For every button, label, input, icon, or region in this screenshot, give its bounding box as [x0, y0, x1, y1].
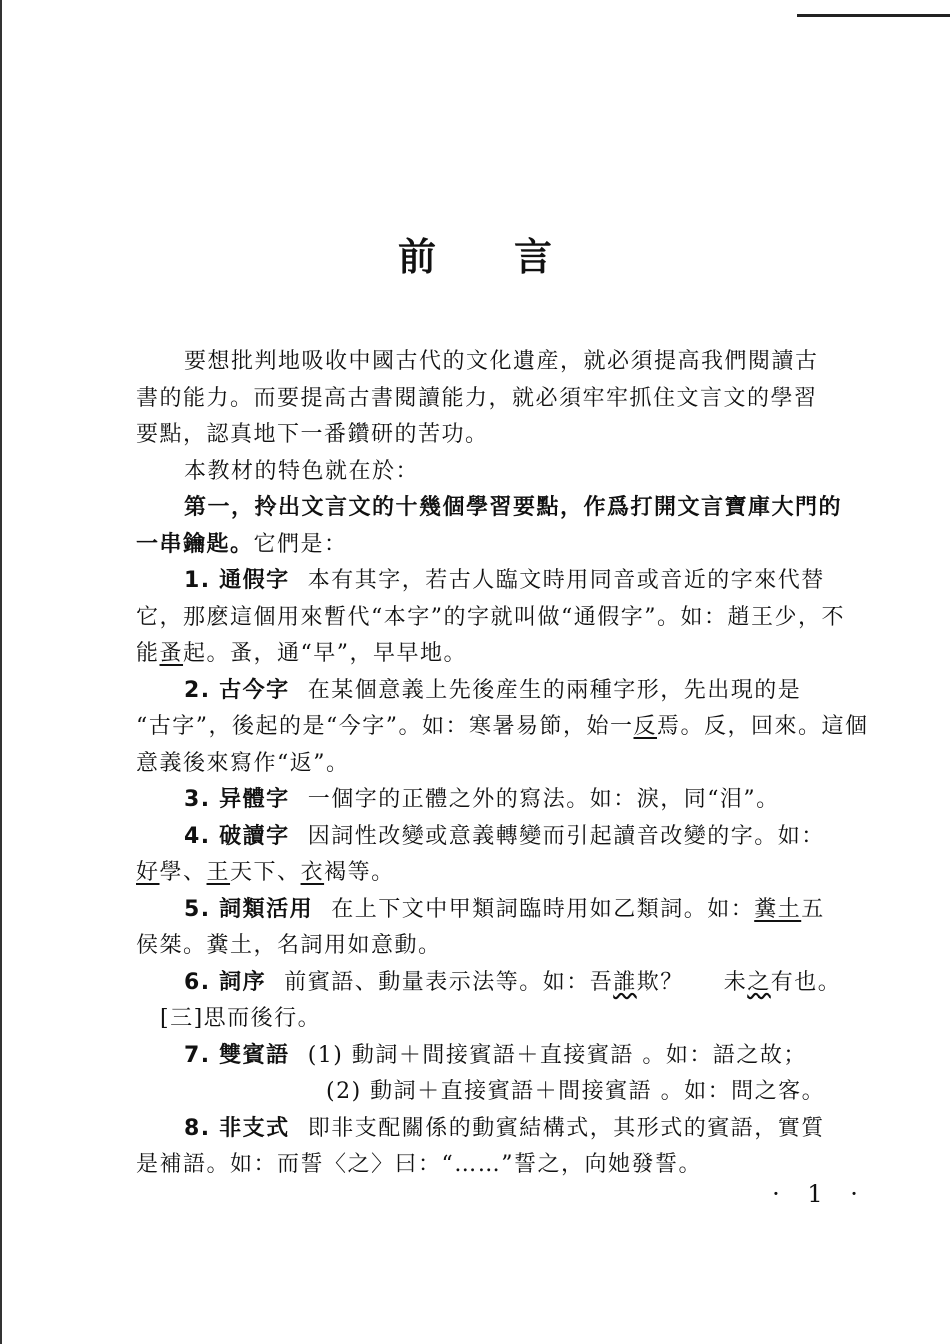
item-term: 古今字	[219, 677, 290, 703]
marked-word: 王	[206, 860, 231, 885]
item-term: 詞序	[219, 969, 267, 995]
item-text: 前賓語、動量表示法等。如：吾	[284, 969, 614, 995]
text-span: 五	[801, 896, 825, 922]
item-term: 破讀字	[219, 823, 290, 849]
item-number: 7.	[184, 1042, 211, 1068]
text-line: 書的能力。而要提高古書閱讀能力，就必須牢牢抓住文言文的學習	[136, 385, 818, 411]
text-line	[136, 855, 881, 892]
list-item	[136, 782, 881, 819]
text-span: 學、	[159, 860, 207, 885]
header-rule	[797, 14, 950, 17]
marked-word: 之	[747, 969, 771, 995]
text-span: 天下、	[230, 860, 301, 885]
item-text: 在某個意義上先後産生的兩種字形，先出現的是	[307, 677, 802, 703]
text-span: 能	[136, 641, 160, 666]
item-text: 本有其字，若古人臨文時用同音或音近的字來代替	[307, 568, 825, 593]
text-line: 它，那麽這個用來暫代“本字”的字就叫做“通假字”。如：趙王少，不	[136, 604, 845, 630]
list-item	[136, 1111, 881, 1148]
page-title: 前言	[397, 234, 630, 279]
marked-word: 好	[136, 860, 160, 885]
marked-word: 反	[633, 714, 658, 739]
item-number: 8.	[184, 1115, 211, 1141]
marked-word: 蚤	[159, 641, 184, 666]
marked-word: 衣	[300, 860, 325, 885]
text-span: 起。蚤，通“早”，早早地。	[183, 641, 468, 666]
text-span: 欺？	[636, 969, 684, 995]
list-item	[136, 965, 881, 1002]
item-number: 1.	[184, 568, 211, 593]
item-term: 詞類活用	[219, 896, 314, 922]
text-span: 褐等。	[324, 860, 395, 885]
item-number: 4.	[184, 823, 211, 849]
item-text: 即非支配關係的動賓結構式，其形式的賓語，實質	[307, 1115, 825, 1141]
item-number: 5.	[184, 896, 211, 922]
text-line: 是補語。如：而誓〈之〉曰：“……”誓之，向她發誓。	[136, 1152, 702, 1177]
text-line: 要點，認真地下一番鑽研的苦功。	[136, 422, 489, 447]
item-term: 非支式	[219, 1115, 290, 1141]
list-item	[136, 1038, 881, 1075]
text-line-bold: 第一，拎出文言文的十幾個學習要點，作爲打開文言寶庫大門的	[184, 495, 843, 520]
list-item	[136, 892, 881, 929]
item-text: 一個字的正體之外的寫法。如：淚，同“泪”。	[307, 787, 780, 812]
text-span: “古字”，後起的是“今字”。如：寒暑易節，始一	[136, 714, 634, 739]
item-number: 3.	[184, 787, 211, 812]
item-term: 异體字	[219, 787, 290, 812]
text-span: 有也。	[770, 969, 842, 995]
text-span: 它們是：	[253, 531, 348, 557]
text-line: [三]思而後行。	[160, 1006, 322, 1031]
text-line: 侯桀。糞土，名詞用如意動。	[136, 933, 442, 958]
text-line	[136, 636, 881, 673]
bold-phrase: 一串鑰匙。	[136, 531, 254, 557]
item-term: 通假字	[219, 568, 290, 593]
item-number: 6.	[184, 969, 211, 995]
item-term: 雙賓語	[219, 1042, 290, 1068]
marked-word: 誰	[613, 969, 637, 995]
list-item	[136, 673, 881, 710]
text-span: 焉。反，回來。這個	[657, 714, 869, 739]
list-item	[136, 819, 881, 856]
text-line: 要想批判地吸收中國古代的文化遺産，就必須提高我們閱讀古	[184, 349, 819, 374]
page-number: · 1 ·	[772, 1180, 868, 1208]
item-number: 2.	[184, 677, 211, 703]
text-line	[136, 527, 881, 564]
item-text: 因詞性改變或意義轉變而引起讀音改變的字。如：	[307, 823, 825, 849]
text-span: 未	[723, 969, 748, 995]
preface-body	[136, 344, 881, 1184]
item-text: 在上下文中甲類詞臨時用如乙類詞。如：	[331, 896, 755, 922]
scan-left-edge	[0, 0, 2, 1344]
list-item	[136, 563, 881, 600]
item-text: (1) 動詞＋間接賓語＋直接賓語 。如：語之故；	[307, 1042, 807, 1068]
marked-word: 糞土	[754, 896, 802, 922]
text-line	[136, 709, 881, 746]
text-line: 意義後來寫作“返”。	[136, 750, 350, 776]
text-line: (2) 動詞＋直接賓語＋間接賓語 。如：問之客。	[326, 1079, 826, 1104]
text-line: 本教材的特色就在於：	[184, 458, 420, 484]
